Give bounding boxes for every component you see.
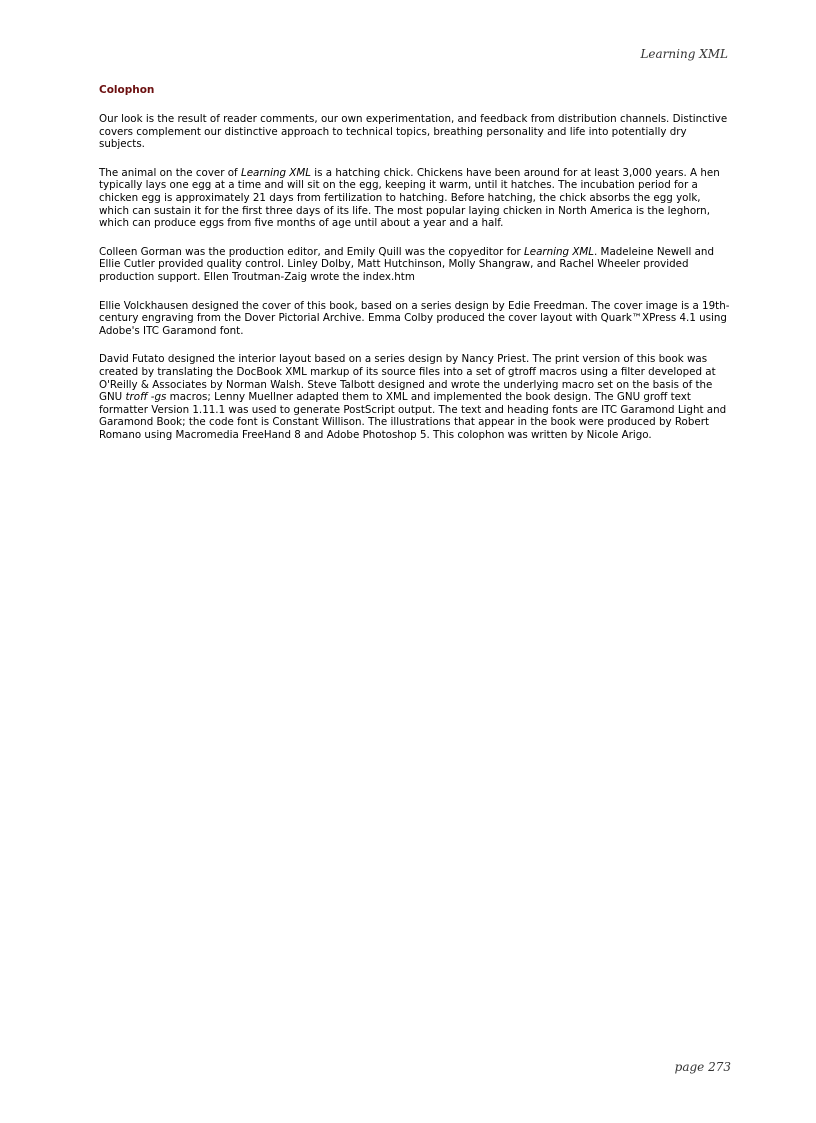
paragraph-cover-design: Ellie Volckhausen designed the cover of this book, based on a series design by Edie Freedman. The cover image is a 19th-century engraving from the Dover Pictorial Archive. Emma Colby produced the cover layout with Quark™XPress 4.1 using Adobe's ITC Garamond font.	[99, 299, 730, 337]
text-run: . Madeleine Newell and Ellie Cutler provided quality control. Linley Dolby, Matt Hutchinson, Molly Shangraw, and Rachel Wheeler provided production support. Ellen Troutman-Zaig wrote the index.htm	[99, 245, 714, 283]
running-header: Learning XML	[640, 47, 728, 61]
paragraph-design-philosophy: Our look is the result of reader comments, our own experimentation, and feedback from distribution channels. Distinctive covers complement our distinctive approach to technical topics, breathing personality and life into potentially dry subjects.	[99, 113, 728, 151]
text-run: Colleen Gorman was the production editor, and Emily Quill was the copyeditor for	[99, 245, 524, 258]
paragraph-cover-animal	[99, 167, 731, 230]
book-title-italic: Learning XML	[240, 166, 311, 179]
paragraph-interior-design	[99, 353, 731, 441]
text-run: macros; Lenny Muellner adapted them to XML and implemented the book design. The GNU groff text formatter Version 1.11.1 was used to generate PostScript output. The text and heading fonts are ITC Garamond Light and Garamond Book; the code font is Constant Willison. The illustrations that appear in the book were produced by Robert Romano using Macromedia FreeHand 8 and Adobe Photoshop 5. This colophon was written by Nicole Arigo.	[99, 391, 727, 441]
text-run: David Futato designed the interior layout based on a series design by Nancy Priest. The print version of this book was created by translating the DocBook XML markup of its source files into a set of gtroff macros using a filter developed at O'Reilly & Associates by Norman Walsh. Steve Talbott designed and wrote the underlying macro set on the basis of the GNU	[99, 353, 716, 404]
paragraph-production-credits	[99, 246, 731, 284]
text-run: The animal on the cover of	[99, 166, 241, 179]
macro-name-italic: troff -gs	[125, 391, 167, 404]
page-number: page 273	[674, 1060, 731, 1074]
page-content	[99, 84, 731, 457]
text-run: is a hatching chick. Chickens have been around for at least 3,000 years. A hen typically lays one egg at a time and will sit on the egg, keeping it warm, until it hatches. The incubation period for a chicken egg is approximately 21 days from fertilization to hatching. Before hatching, the chick absorbs the egg yolk, which can sustain it for the first three days of its life. The most popular laying chicken in North America is the leghorn, which can produce eggs from five months of age until about a year and a half.	[99, 166, 720, 230]
book-title-italic: Learning XML	[524, 245, 595, 258]
section-title: Colophon	[99, 84, 155, 96]
